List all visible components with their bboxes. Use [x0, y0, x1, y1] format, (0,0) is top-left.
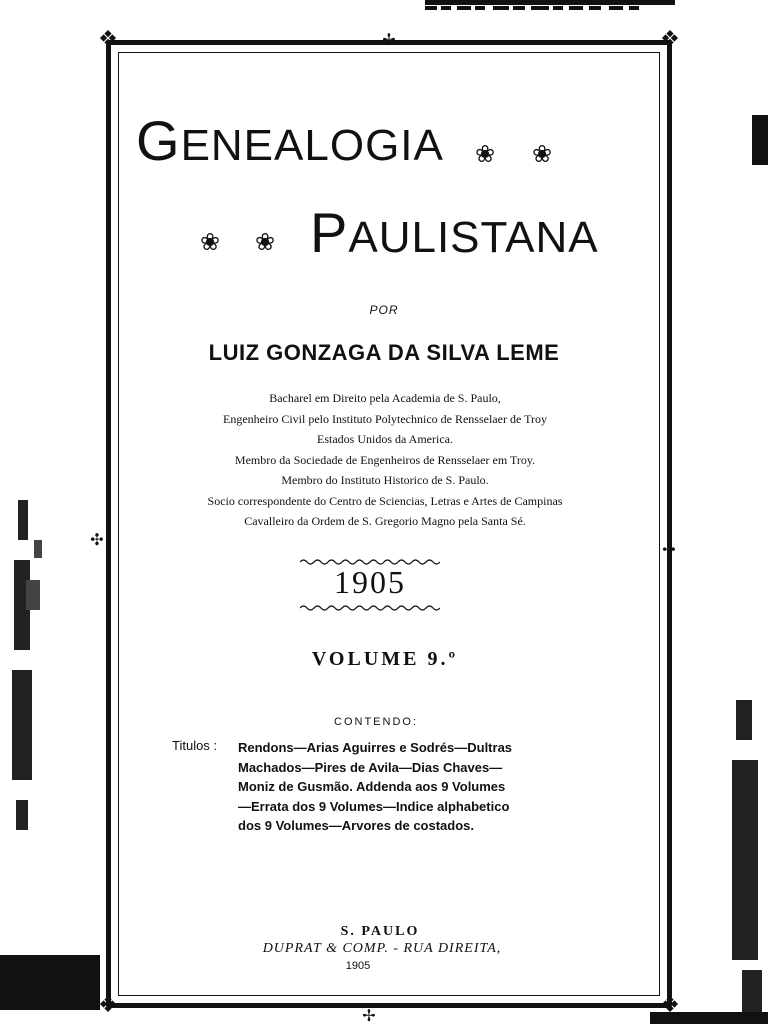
contents-line: dos 9 Volumes—Arvores de costados. [238, 818, 474, 833]
credential-line: Cavalleiro da Ordem de S. Gregorio Magno pela Santa Sé. [244, 514, 526, 528]
publisher-name: DUPRAT & COMP. - RUA DIREITA, [262, 941, 502, 956]
title-rest: AULISTANA [348, 213, 599, 262]
scan-noise-right [728, 700, 768, 1024]
by-label: POR [369, 303, 399, 317]
left-center-ornament-icon: ✣ [90, 532, 104, 549]
contents-line: Moniz de Gusmão. Addenda aos 9 Volumes [238, 779, 506, 794]
credential-line: Bacharel em Direito pela Academia de S. Paulo, [269, 391, 501, 405]
volume-label: VOLUME 9.º [311, 648, 459, 670]
flower-ornament-icon: ❀ [200, 230, 221, 256]
corner-ornament-icon: ❖ [660, 992, 680, 1017]
publisher-city: S. PAULO [340, 924, 420, 939]
wavy-rule-bottom [300, 604, 440, 612]
title-line-1 [136, 108, 444, 173]
publisher-year: 1905 [345, 960, 371, 972]
author-credentials [140, 388, 630, 532]
top-center-ornament-icon: ✢ [382, 32, 396, 49]
contents-list [238, 738, 598, 836]
contents-heading: CONTENDO: [334, 716, 418, 728]
credential-line: Membro da Sociedade de Engenheiros de Rensselaer em Troy. [234, 452, 536, 467]
flower-ornament-icon: ❀ [255, 230, 276, 256]
flower-ornament-icon: ❀ [475, 142, 496, 168]
bottom-center-ornament-icon: ✢ [362, 1008, 376, 1025]
title-initial: G [136, 109, 181, 172]
credential-line: Engenheiro Civil pelo Instituto Polytechnico de Rensselaer de Troy [223, 411, 547, 426]
credential-line: Membro do Instituto Historico de S. Paulo. [281, 473, 489, 487]
corner-ornament-icon: ❖ [98, 992, 118, 1017]
titles-label: Titulos : [172, 738, 218, 753]
scan-mark-right [752, 115, 768, 165]
corner-ornament-icon: ❖ [98, 26, 118, 51]
title-rest: ENEALOGIA [180, 121, 444, 170]
flower-ornament-icon: ❀ [532, 142, 553, 168]
publication-year: 1905 [334, 564, 406, 600]
credential-line: Estados Unidos da America. [317, 432, 453, 446]
credential-line: Socio correspondente do Centro de Sciencias, Letras e Artes de Campinas [207, 493, 563, 508]
title-line-2 [310, 200, 599, 265]
contents-line: —Errata dos 9 Volumes—Indice alphabetico [238, 798, 510, 814]
right-center-ornament-icon: ✣ [662, 542, 676, 559]
title-initial: P [310, 201, 349, 264]
scan-noise-top [425, 0, 675, 18]
author-name: LUIZ GONZAGA DA SILVA LEME [208, 340, 560, 365]
contents-line: Machados—Pires de Avila—Dias Chaves— [238, 759, 503, 775]
contents-line: Rendons—Arias Aguirres e Sodrés—Dultras [238, 740, 513, 755]
corner-ornament-icon: ❖ [660, 26, 680, 51]
